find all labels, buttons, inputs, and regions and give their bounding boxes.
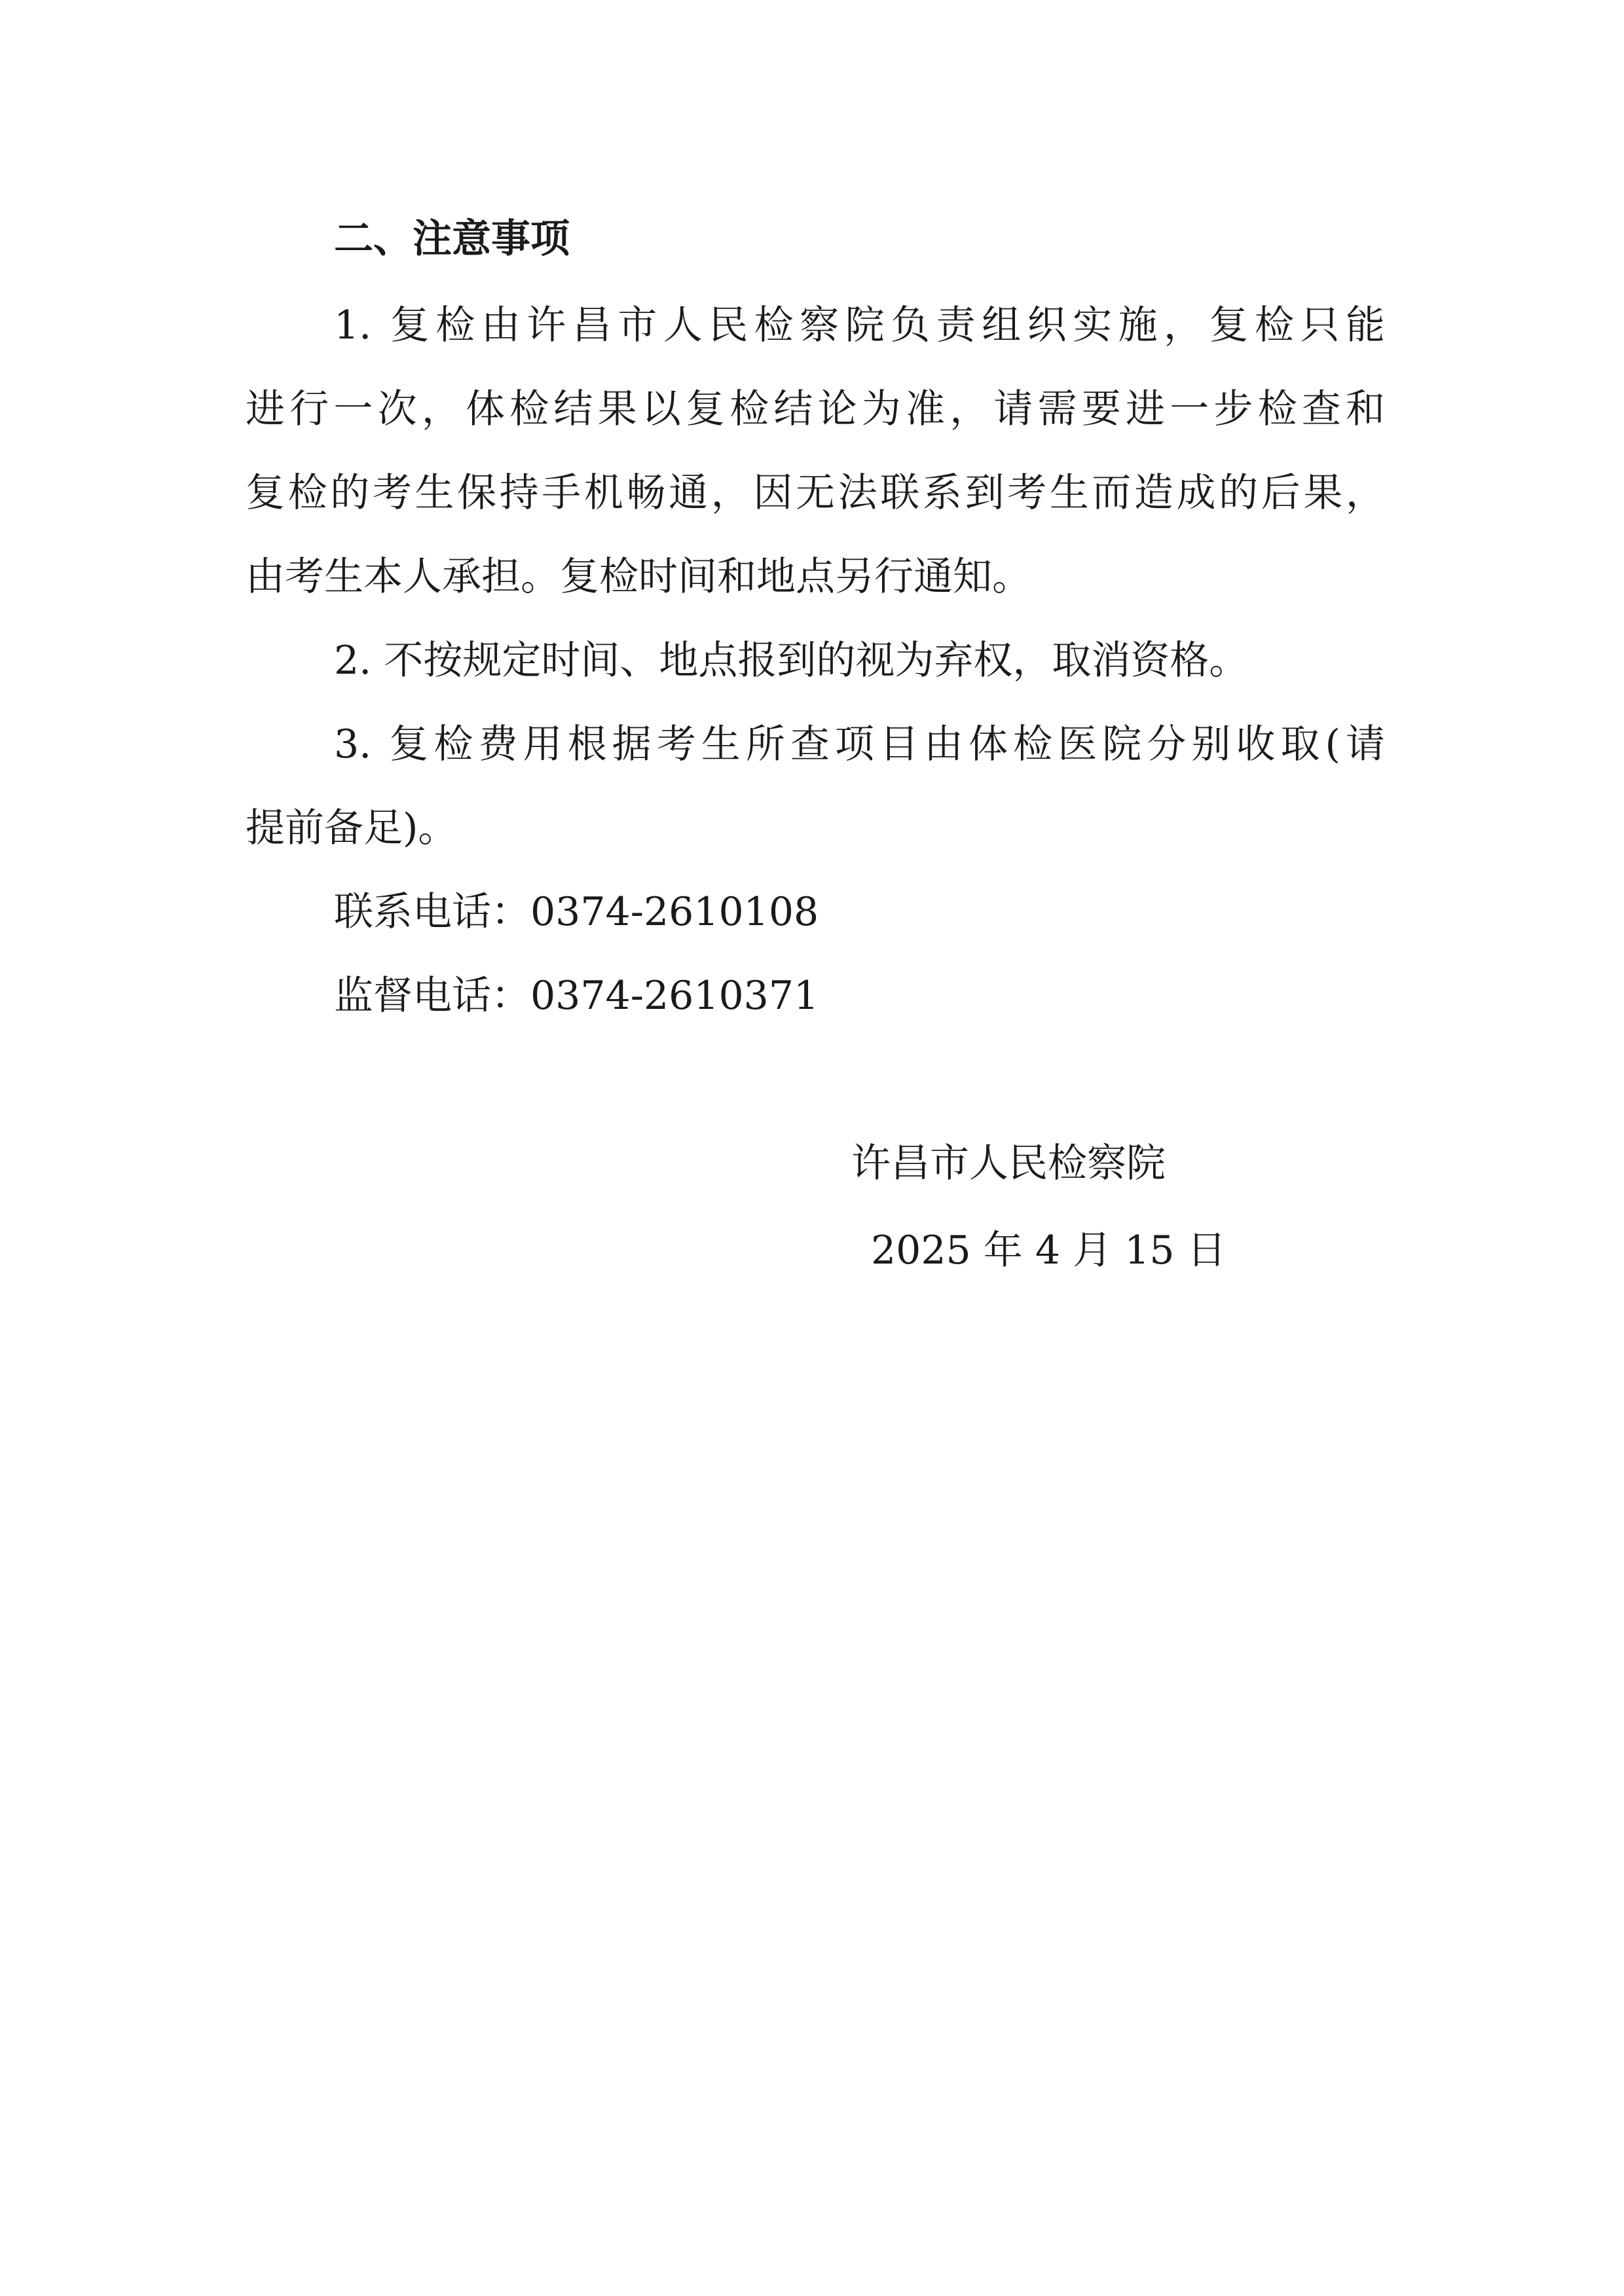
issue-date: 2025 年 4 月 15 日 xyxy=(871,1228,1227,1273)
item-2: 2. 不按规定时间、地点报到的视为弃权，取消资格。 xyxy=(334,638,1249,683)
item-1-line-2: 进行一次，体检结果以复检结论为准，请需要进一步检查和 xyxy=(246,386,1385,432)
issuer-name: 许昌市人民检察院 xyxy=(851,1140,1166,1186)
item-1-line-1: 1. 复检由许昌市人民检察院负责组织实施，复检只能 xyxy=(334,302,1385,348)
section-heading: 二、注意事项 xyxy=(334,216,570,262)
supervision-phone: 监督电话：0374-2610371 xyxy=(334,973,819,1019)
item-1-line-3: 复检的考生保持手机畅通，因无法联系到考生而造成的后果， xyxy=(246,470,1385,516)
item-1-line-4: 由考生本人承担。复检时间和地点另行通知。 xyxy=(246,554,1031,600)
contact-phone: 联系电话：0374-2610108 xyxy=(334,889,819,935)
item-3-line-2: 提前备足)。 xyxy=(246,805,458,851)
item-3-line-1: 3. 复检费用根据考生所查项目由体检医院分别收取(请 xyxy=(334,721,1385,767)
